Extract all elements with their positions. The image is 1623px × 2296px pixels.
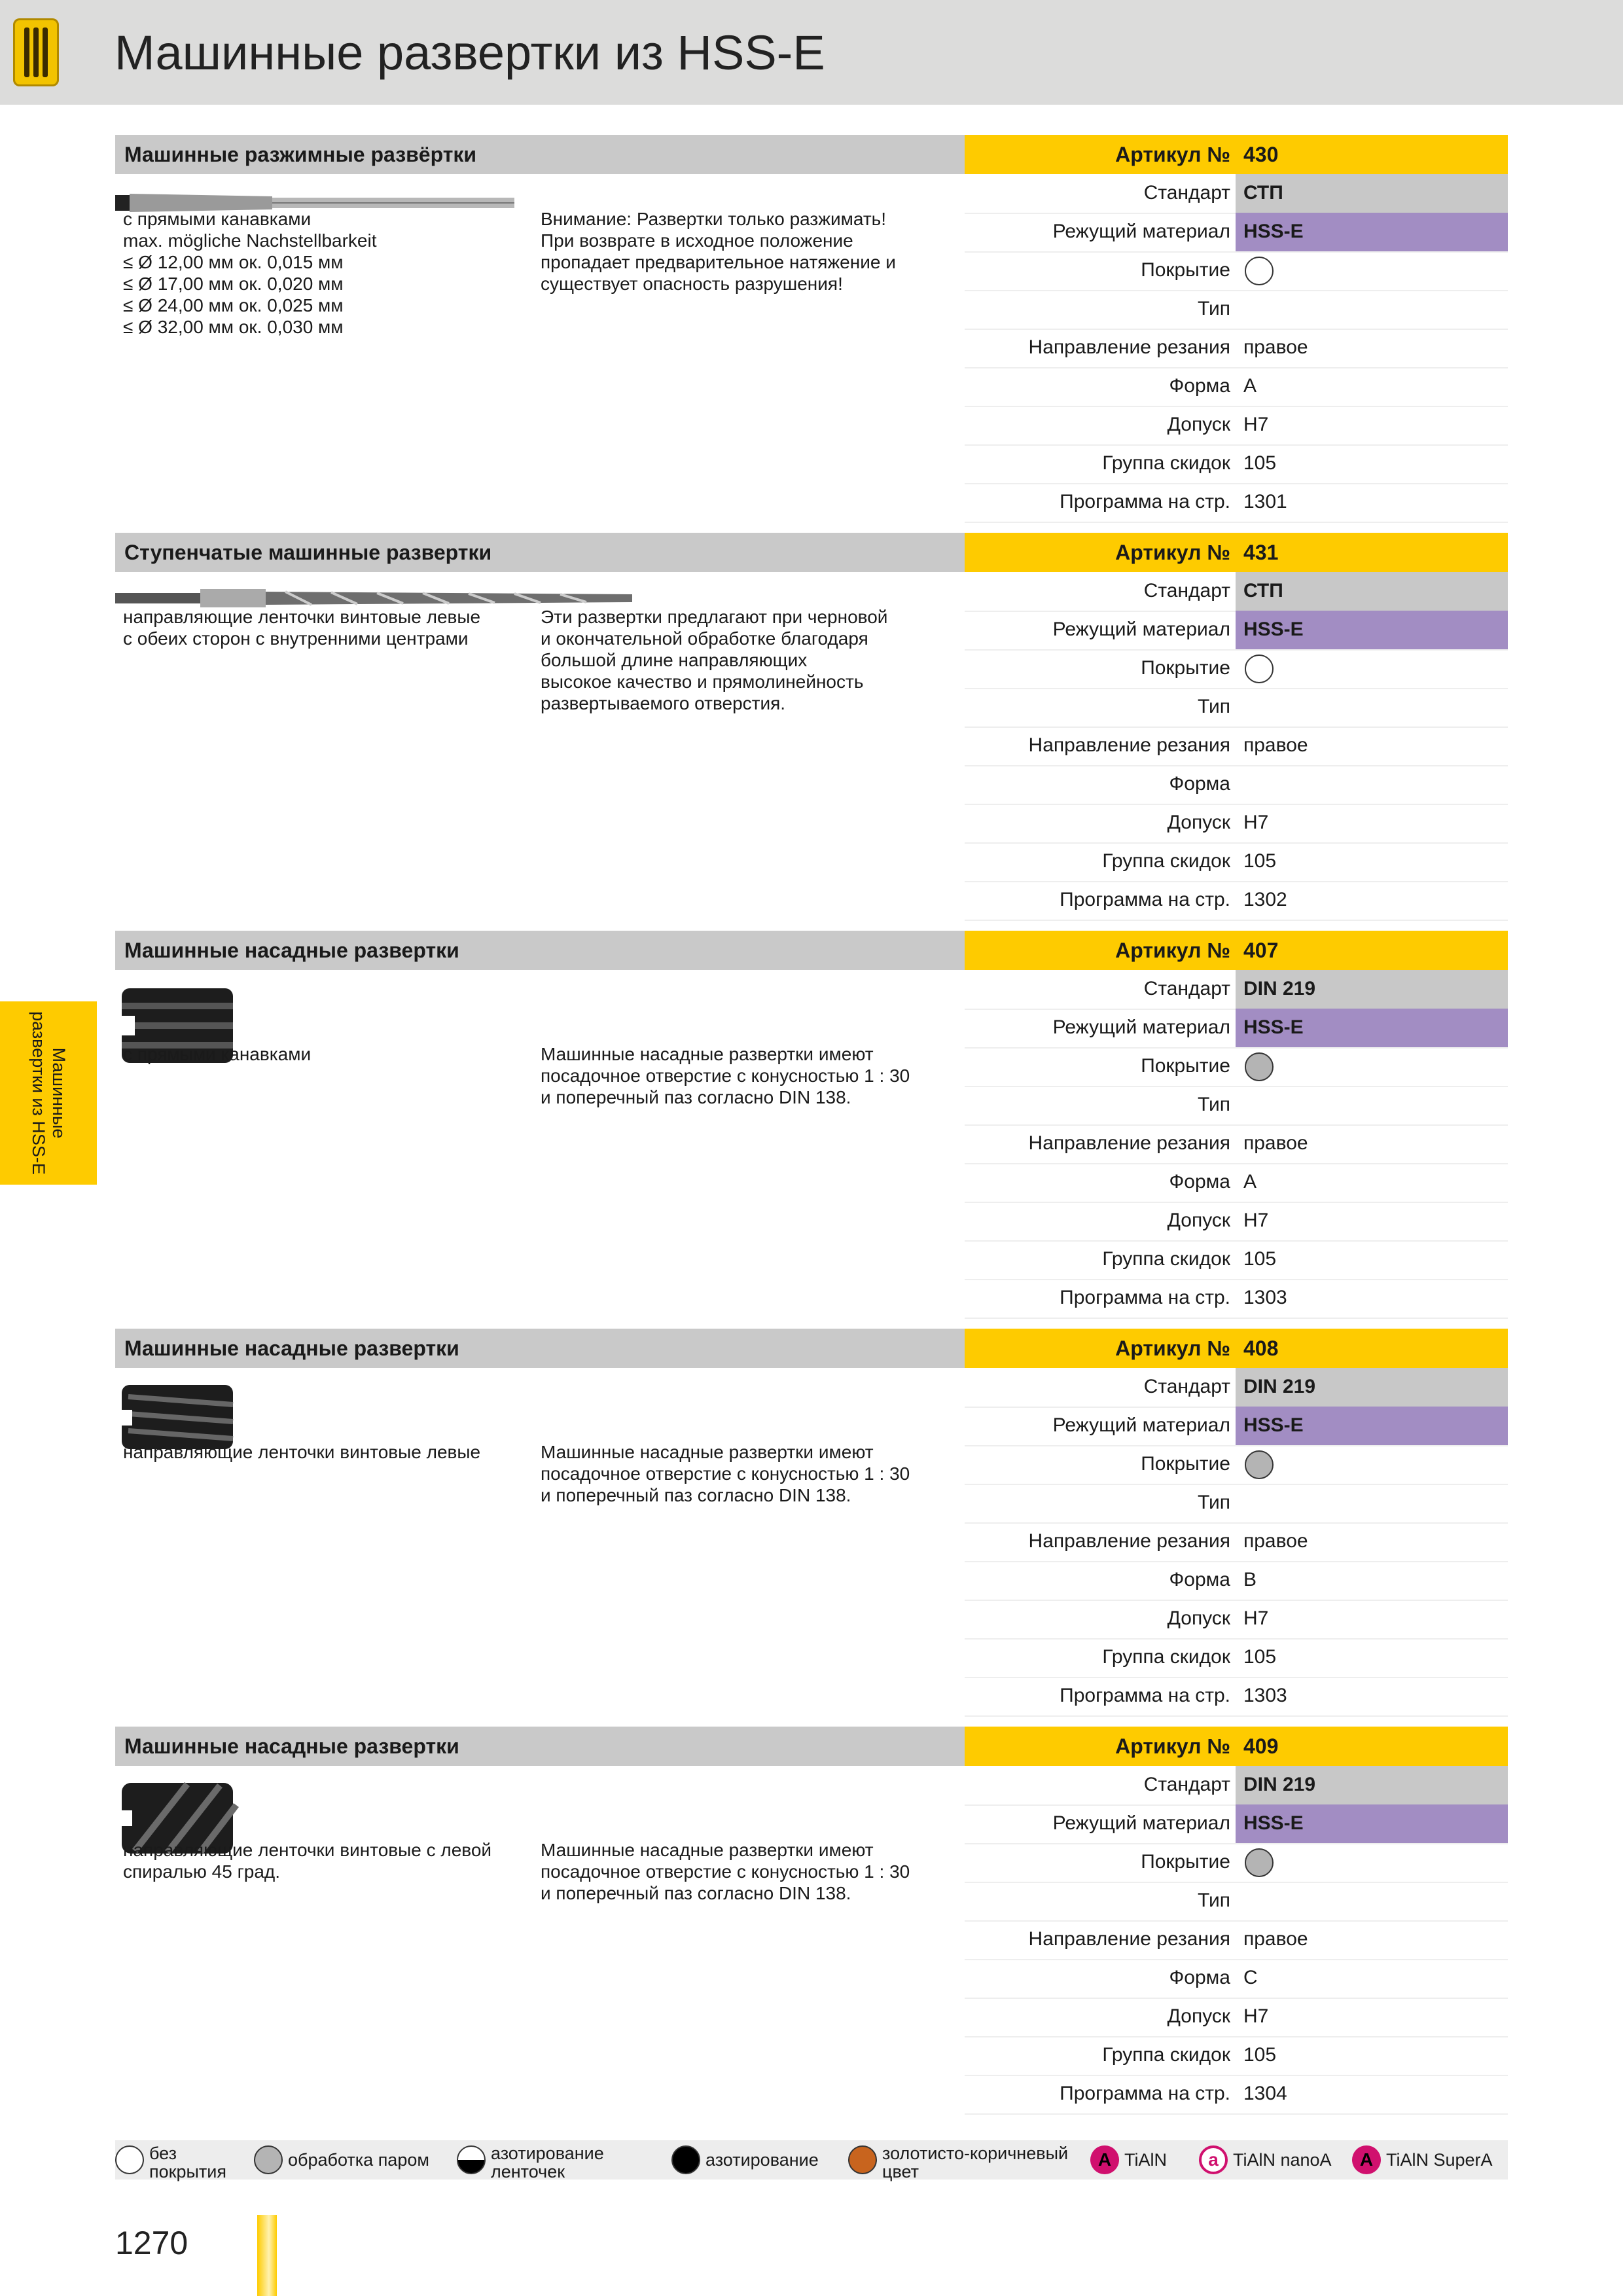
description-right (541, 1441, 959, 1506)
program-value: 1304 (1243, 2083, 1287, 2104)
material-value: HSS-E (1236, 1407, 1508, 1445)
property-row-program (965, 2075, 1508, 2115)
section-header (115, 135, 965, 174)
property-label: Группа скидок (1102, 452, 1230, 474)
property-label: Форма (1169, 1967, 1230, 1988)
description-line: ≤ Ø 32,00 мм ок. 0,030 мм (123, 317, 344, 337)
discount-value: 105 (1243, 850, 1277, 872)
property-row-tolerance (965, 406, 1508, 446)
property-label: Допуск (1167, 2005, 1230, 2027)
property-label: Программа на стр. (1060, 1287, 1230, 1308)
property-label: Режущий материал (1052, 221, 1230, 242)
discount-value: 105 (1243, 1248, 1277, 1270)
property-row-standard (965, 572, 1508, 612)
grey-circle-icon (254, 2145, 283, 2174)
property-row-form (965, 765, 1508, 805)
property-row-form (965, 367, 1508, 407)
section-title: Ступенчатые машинные развертки (124, 541, 492, 564)
property-row-type (965, 1086, 1508, 1126)
property-row-tolerance (965, 1998, 1508, 2037)
page-header (0, 0, 1623, 105)
legend-text: TiAlN SuperA (1386, 2150, 1493, 2170)
description-right (541, 1043, 959, 1108)
coating-legend (115, 2140, 1508, 2179)
direction-value: правое (1243, 1132, 1308, 1154)
property-row-tolerance (965, 804, 1508, 844)
tolerance-value: H7 (1243, 1210, 1269, 1231)
property-row-material (965, 1804, 1508, 1844)
legend-text: обработка паром (288, 2150, 429, 2170)
article-bar (965, 931, 1508, 970)
program-value: 1301 (1243, 491, 1287, 512)
article-number[interactable]: 409 (1243, 1734, 1279, 1758)
description-right (541, 606, 959, 714)
property-label: Тип (1197, 696, 1230, 717)
article-number[interactable]: 408 (1243, 1336, 1279, 1360)
standard-value: СТП (1236, 174, 1508, 213)
white-circle-icon (115, 2145, 144, 2174)
property-row-material (965, 611, 1508, 651)
property-row-standard (965, 1368, 1508, 1408)
property-row-coating (965, 251, 1508, 291)
type-value (1236, 1882, 1508, 1920)
legend-text: без (149, 2144, 177, 2163)
section-title: Машинные насадные развертки (124, 1336, 459, 1360)
grey-circle-icon (1245, 1450, 1274, 1479)
description-left (123, 1441, 529, 1463)
coating-value (1236, 251, 1508, 290)
legend-text: азотирование (491, 2144, 604, 2163)
property-row-coating (965, 1445, 1508, 1485)
description-line: спиралью 45 град. (123, 1861, 281, 1882)
description-line: высокое качество и прямолинейность (541, 672, 864, 692)
article-label: Артикул № (1115, 1734, 1230, 1758)
property-label: Программа на стр. (1060, 2083, 1230, 2104)
legend-text: азотирование (705, 2150, 819, 2170)
property-row-discount (965, 2036, 1508, 2076)
form-value (1236, 765, 1508, 804)
section-header (115, 1727, 965, 1766)
product-section (115, 931, 1508, 1316)
property-label: Допуск (1167, 812, 1230, 833)
description-line: и поперечный паз согласно DIN 138. (541, 1883, 851, 1903)
product-section (115, 1727, 1508, 2111)
property-label: Тип (1197, 1094, 1230, 1115)
description-line: ≤ Ø 24,00 мм ок. 0,025 мм (123, 295, 344, 315)
property-label: Режущий материал (1052, 1812, 1230, 1834)
article-bar (965, 135, 1508, 174)
legend-text: цвет (882, 2162, 919, 2181)
description-line: Внимание: Развертки только разжимать! (541, 209, 887, 229)
legend-text: TiAlN (1124, 2150, 1167, 2170)
description-line: с прямыми канавками (123, 209, 312, 229)
description-line: с обеих сторон с внутренними центрами (123, 628, 469, 649)
property-label: Стандарт (1143, 1774, 1230, 1795)
form-value: A (1243, 1171, 1257, 1193)
type-value (1236, 290, 1508, 329)
property-label: Режущий материал (1052, 619, 1230, 640)
property-row-type (965, 688, 1508, 728)
property-label: Допуск (1167, 1210, 1230, 1231)
reamer-icon (13, 18, 59, 86)
property-label: Группа скидок (1102, 1248, 1230, 1270)
property-row-standard (965, 174, 1508, 214)
property-label: Покрытие (1141, 1453, 1230, 1475)
description-line: ≤ Ø 17,00 мм ок. 0,020 мм (123, 274, 344, 294)
description-line: направляющие ленточки винтовые левые (123, 1442, 481, 1462)
page-title: Машинные развертки из HSS-E (115, 26, 825, 80)
half-black-circle-icon (457, 2145, 486, 2174)
property-label: Группа скидок (1102, 850, 1230, 872)
property-row-form (965, 1959, 1508, 1999)
page-marker (257, 2215, 277, 2296)
tialn-supera-icon: A (1352, 2145, 1381, 2174)
article-label: Артикул № (1115, 939, 1230, 962)
side-tab-line2: развертки из HSS-E (29, 1011, 48, 1175)
type-value (1236, 688, 1508, 726)
property-label: Стандарт (1143, 580, 1230, 601)
property-row-coating (965, 649, 1508, 689)
article-number[interactable]: 431 (1243, 541, 1279, 564)
product-section (115, 1329, 1508, 1713)
property-row-program (965, 483, 1508, 523)
property-label: Покрытие (1141, 259, 1230, 281)
description-line: большой длине направляющих (541, 650, 808, 670)
description-line: ≤ Ø 12,00 мм ок. 0,015 мм (123, 252, 344, 272)
legend-text: ленточек (491, 2162, 565, 2181)
property-row-material (965, 1407, 1508, 1446)
property-label: Направление резания (1028, 1530, 1230, 1552)
property-row-type (965, 1882, 1508, 1922)
property-row-tolerance (965, 1600, 1508, 1640)
property-label: Группа скидок (1102, 1646, 1230, 1668)
article-bar (965, 1329, 1508, 1368)
description-line: и окончательной обработке благодаря (541, 628, 868, 649)
property-label: Допуск (1167, 414, 1230, 435)
legend-text: покрытия (149, 2162, 226, 2181)
property-label: Режущий материал (1052, 1016, 1230, 1038)
property-row-material (965, 1009, 1508, 1049)
property-label: Программа на стр. (1060, 491, 1230, 512)
tialn-nanoa-icon: a (1199, 2145, 1228, 2174)
material-value: HSS-E (1236, 611, 1508, 649)
property-label: Тип (1197, 1890, 1230, 1911)
coating-value (1236, 1047, 1508, 1086)
discount-value: 105 (1243, 2044, 1277, 2066)
property-row-direction (965, 1920, 1508, 1960)
property-label: Покрытие (1141, 1851, 1230, 1873)
white-circle-icon (1245, 257, 1274, 285)
description-line: с прямыми канавками (123, 1044, 312, 1064)
property-label: Стандарт (1143, 182, 1230, 204)
white-circle-icon (1245, 655, 1274, 683)
material-value: HSS-E (1236, 213, 1508, 251)
property-row-material (965, 213, 1508, 253)
property-label: Покрытие (1141, 1055, 1230, 1077)
tialn-icon: A (1090, 2145, 1119, 2174)
description-line: направляющие ленточки винтовые с левой (123, 1840, 492, 1860)
standard-value: DIN 219 (1236, 1368, 1508, 1407)
property-row-standard (965, 970, 1508, 1010)
property-label: Направление резания (1028, 1132, 1230, 1154)
description-left (123, 1839, 529, 1882)
property-row-program (965, 1677, 1508, 1717)
description-line: направляющие ленточки винтовые левые (123, 607, 481, 627)
property-label: Допуск (1167, 1607, 1230, 1629)
description-left (123, 208, 529, 338)
section-title: Машинные насадные развертки (124, 939, 459, 962)
property-label: Направление резания (1028, 734, 1230, 756)
tolerance-value: H7 (1243, 1607, 1269, 1629)
description-line: Машинные насадные развертки имеют (541, 1442, 874, 1462)
description-line: посадочное отверстие с конусностью 1 : 30 (541, 1463, 910, 1484)
section-header (115, 533, 965, 572)
bronze-circle-icon (848, 2145, 877, 2174)
standard-value: DIN 219 (1236, 970, 1508, 1009)
side-tab[interactable] (0, 1001, 97, 1185)
property-row-direction (965, 726, 1508, 766)
direction-value: правое (1243, 336, 1308, 358)
description-right (541, 1839, 959, 1904)
property-label: Направление резания (1028, 336, 1230, 358)
product-section (115, 533, 1508, 918)
program-value: 1303 (1243, 1287, 1287, 1308)
property-row-discount (965, 1638, 1508, 1678)
property-label: Тип (1197, 1492, 1230, 1513)
description-line: пропадает предварительное натяжение и (541, 252, 896, 272)
legend-text: TiAlN nanoA (1233, 2150, 1332, 2170)
standard-value: DIN 219 (1236, 1766, 1508, 1804)
property-row-direction (965, 1522, 1508, 1562)
description-line: посадочное отверстие с конусностью 1 : 30 (541, 1066, 910, 1086)
legend-text: золотисто-коричневый (882, 2144, 1069, 2163)
section-title: Машинные насадные развертки (124, 1734, 459, 1758)
coating-value (1236, 649, 1508, 688)
property-label: Стандарт (1143, 978, 1230, 999)
direction-value: правое (1243, 1928, 1308, 1950)
property-row-discount (965, 1240, 1508, 1280)
property-row-direction (965, 1124, 1508, 1164)
tolerance-value: H7 (1243, 812, 1269, 833)
grey-circle-icon (1245, 1848, 1274, 1877)
section-header (115, 931, 965, 970)
black-circle-icon (671, 2145, 700, 2174)
property-label: Форма (1169, 1171, 1230, 1193)
property-row-program (965, 881, 1508, 921)
direction-value: правое (1243, 734, 1308, 756)
property-row-coating (965, 1843, 1508, 1883)
form-value: A (1243, 375, 1257, 397)
program-value: 1303 (1243, 1685, 1287, 1706)
property-label: Стандарт (1143, 1376, 1230, 1397)
page-number: 1270 (115, 2225, 188, 2261)
property-row-program (965, 1279, 1508, 1319)
description-line: развертываемого отверстия. (541, 693, 786, 713)
description-line: и поперечный паз согласно DIN 138. (541, 1087, 851, 1107)
property-row-type (965, 1484, 1508, 1524)
property-row-form (965, 1561, 1508, 1601)
form-value: C (1243, 1967, 1258, 1988)
description-line: Машинные насадные развертки имеют (541, 1840, 874, 1860)
program-value: 1302 (1243, 889, 1287, 910)
article-label: Артикул № (1115, 143, 1230, 166)
description-right (541, 208, 959, 295)
form-value: B (1243, 1569, 1257, 1590)
article-bar (965, 1727, 1508, 1766)
property-row-discount (965, 842, 1508, 882)
description-line: Эти развертки предлагают при черновой (541, 607, 888, 627)
direction-value: правое (1243, 1530, 1308, 1552)
material-value: HSS-E (1236, 1009, 1508, 1047)
article-label: Артикул № (1115, 541, 1230, 564)
standard-value: СТП (1236, 572, 1508, 611)
property-label: Программа на стр. (1060, 889, 1230, 910)
property-label: Тип (1197, 298, 1230, 319)
grey-circle-icon (1245, 1052, 1274, 1081)
property-row-direction (965, 329, 1508, 368)
property-row-standard (965, 1766, 1508, 1806)
description-line: Машинные насадные развертки имеют (541, 1044, 874, 1064)
article-number[interactable]: 430 (1243, 143, 1279, 166)
description-left (123, 1043, 529, 1065)
property-label: Покрытие (1141, 657, 1230, 679)
description-line: существует опасность разрушения! (541, 274, 843, 294)
material-value: HSS-E (1236, 1804, 1508, 1843)
property-label: Форма (1169, 1569, 1230, 1590)
property-label: Режущий материал (1052, 1414, 1230, 1436)
section-header (115, 1329, 965, 1368)
discount-value: 105 (1243, 452, 1277, 474)
section-title: Машинные разжимные развёртки (124, 143, 477, 166)
discount-value: 105 (1243, 1646, 1277, 1668)
tolerance-value: H7 (1243, 2005, 1269, 2027)
type-value (1236, 1484, 1508, 1522)
description-line: и поперечный паз согласно DIN 138. (541, 1485, 851, 1505)
description-line: При возврате в исходное положение (541, 230, 853, 251)
description-line: посадочное отверстие с конусностью 1 : 30 (541, 1861, 910, 1882)
type-value (1236, 1086, 1508, 1124)
property-row-type (965, 290, 1508, 330)
side-tab-line1: Машинные (49, 1047, 69, 1139)
property-label: Форма (1169, 375, 1230, 397)
property-label: Группа скидок (1102, 2044, 1230, 2066)
property-label: Направление резания (1028, 1928, 1230, 1950)
description-line: max. mögliche Nachstellbarkeit (123, 230, 377, 251)
tolerance-value: H7 (1243, 414, 1269, 435)
article-label: Артикул № (1115, 1336, 1230, 1360)
coating-value (1236, 1445, 1508, 1484)
property-row-form (965, 1163, 1508, 1203)
coating-value (1236, 1843, 1508, 1882)
property-label: Форма (1169, 773, 1230, 795)
property-row-discount (965, 444, 1508, 484)
article-bar (965, 533, 1508, 572)
product-section (115, 135, 1508, 520)
property-row-tolerance (965, 1202, 1508, 1242)
article-number[interactable]: 407 (1243, 939, 1279, 962)
property-row-coating (965, 1047, 1508, 1087)
description-left (123, 606, 529, 649)
property-label: Программа на стр. (1060, 1685, 1230, 1706)
